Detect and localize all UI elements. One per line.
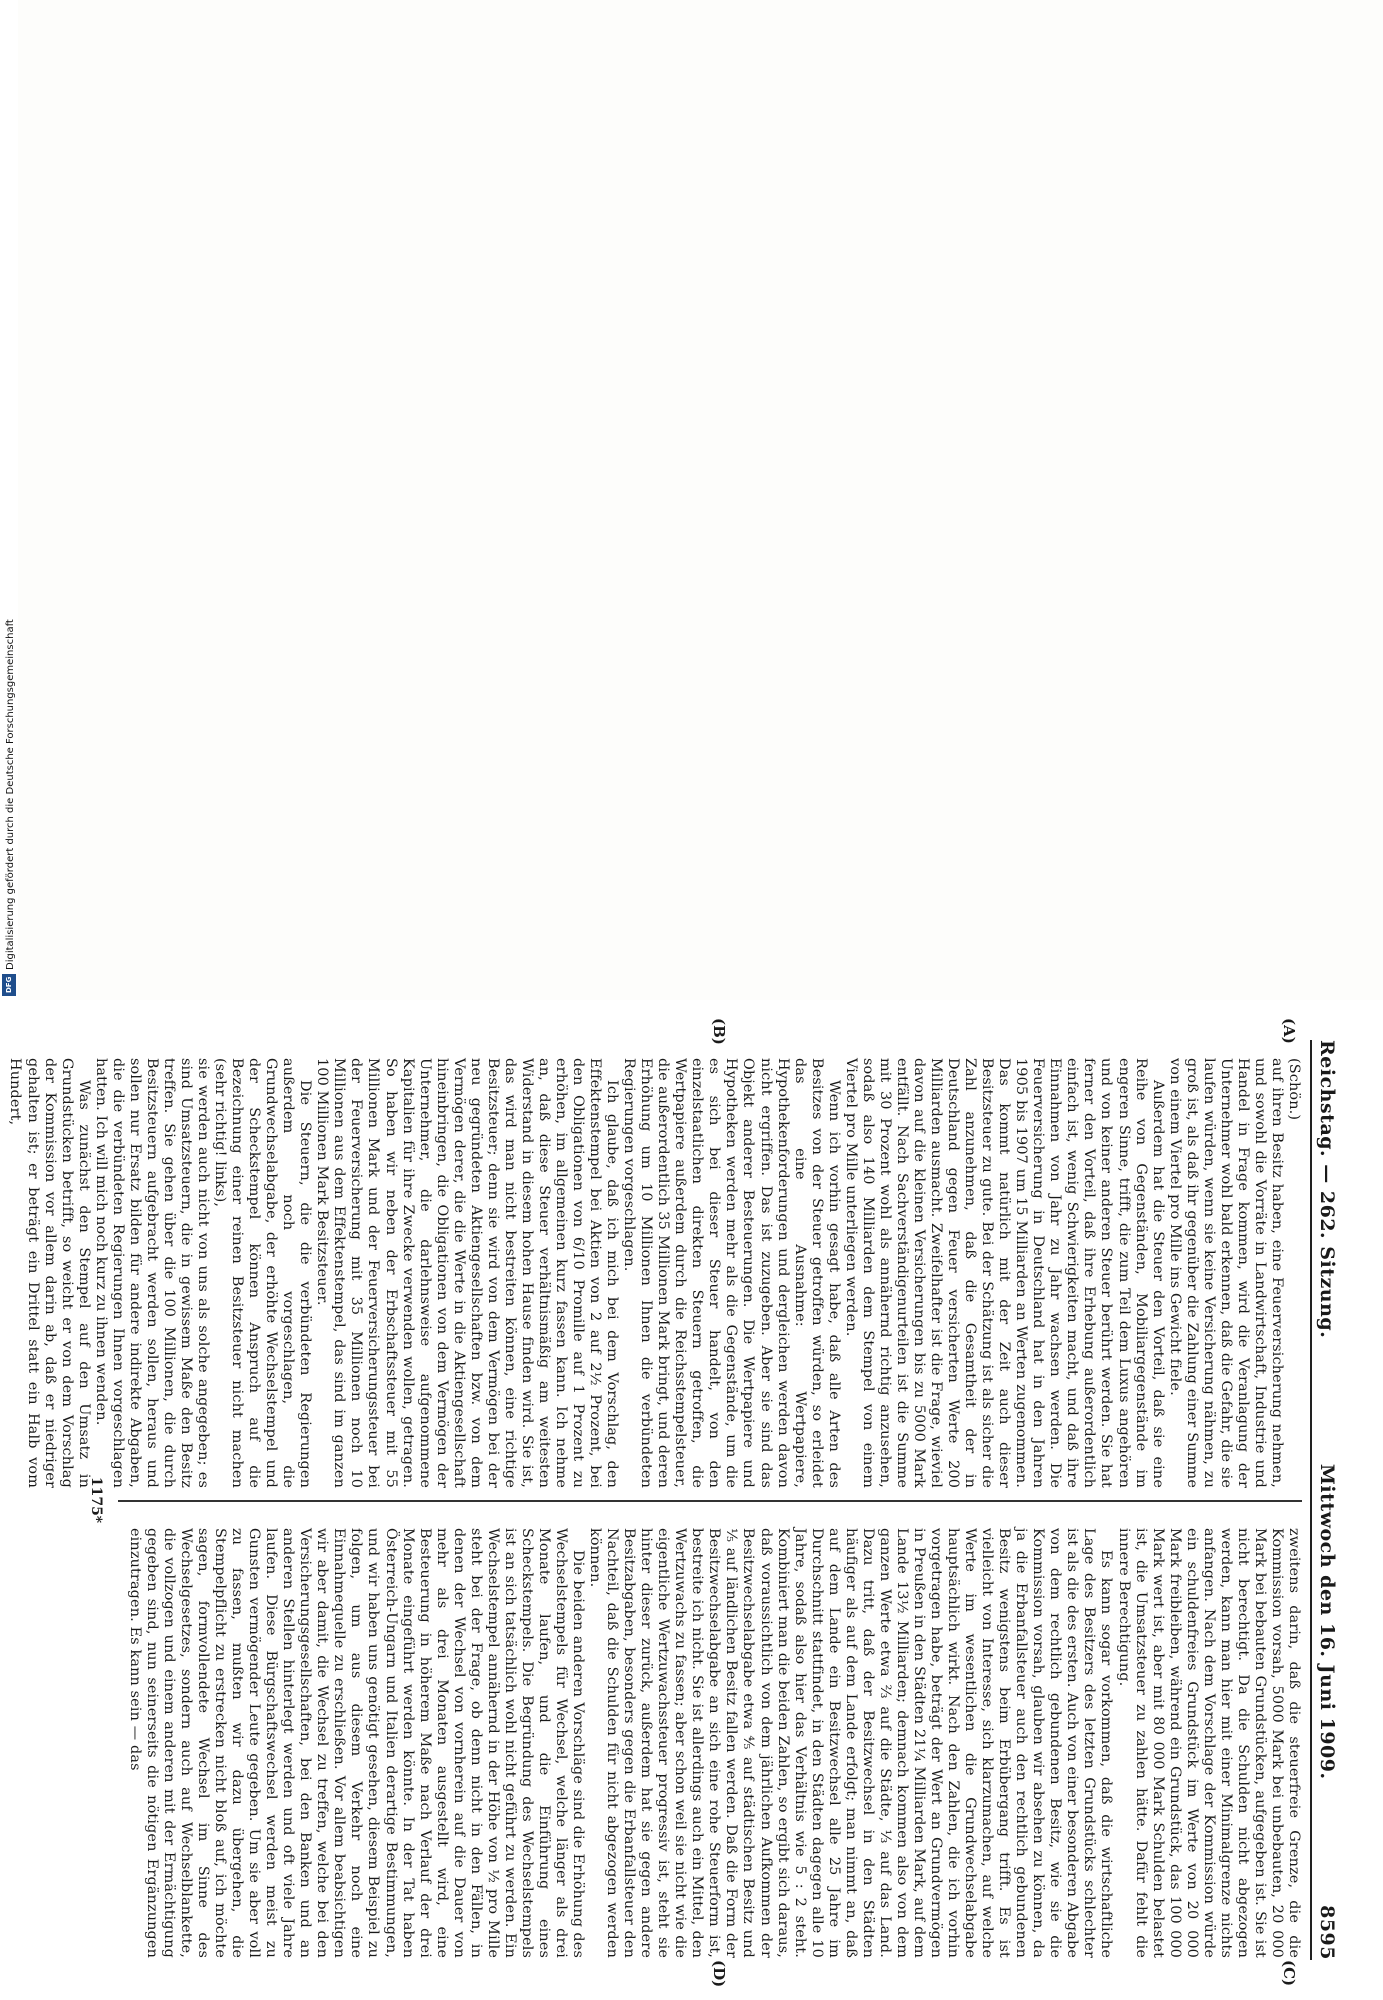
paragraph: Es kann sogar vorkommen, daß die wirtschaftliche Lage des Besitzers des letzten Grundstücks schlechter ist als die des ersten. Auch von einer besonderen Abgabe von dem rechtlich gebundenen Besitz, wie sie die Kommission vorsah, glauben wir absehen zu können, da ja die Erbanfallsteuer auch den rechtlich gebundenen Besitz wenigstens beim Erbübergang trifft. Es ist vielleicht von Interesse, sich klarzumachen, auf welche Werte im wesentlichen die Grundwechselabgabe hauptsächlich wirkt. Nach den Zahlen, die ich vorhin vorgetragen habe, beträgt der Wert an Grundvermögen in Preußen in den Städten 21¼ Milliarden Mark, auf dem Lande 13½ Milliarden; demnach kommen also von dem ganzen Werte etwa ⅔ auf die Städte, ⅓ auf das Land. Dazu tritt, daß der Besitzwechsel in den Städten häufiger als auf dem Lande erfolgt; man nimmt an, daß auf dem Lande ein Besitzwechsel alle 25 Jahre im Durchschnitt stattfindet, in den Städten dagegen alle 10 Jahre, sodaß also hier das Verhältnis wie 5 : 2 steht. Kombiniert man die beiden Zahlen, so ergibt sich daraus, daß voraussichtlich von dem jährlichen Aufkommen der Besitzwechselabgabe etwa ⅘ auf städtischen Besitz und ⅕ auf ländlichen Besitz fallen werden. Daß die Form der Besitzwechselabgabe an sich eine rohe Steuerform ist, bestreite ich nicht. Sie ist allerdings auch ein Mittel, den Wertzuwachs zu fassen; aber schon weil sie nicht wie die eigentliche Wertzuwachssteuer progressiv ist, steht sie hinter dieser zurück, außerdem hat sie gegen andere Besitzabgaben, besonders gegen die Erbanfallsteuer den Nachteil, daß die Schulden für nicht abgezogen werden können. [587, 1528, 1115, 1958]
paragraph: Die Steuern, die die verbündeten Regierungen außerdem noch vorgeschlagen, die Grundwechselabgabe, der erhöhte Wechselstempel und der Scheckstempel können Anspruch auf die Bezeichnung einer reinen Besitzsteuer nicht machen (sehr richtig! links), [212, 1058, 314, 1488]
footer-number: 1175* [88, 1476, 104, 1524]
margin-letter-d: (D) [710, 1960, 728, 1988]
text-column-left [7, 1058, 1302, 1488]
paragraph: Was zunächst den Stempel auf den Umsatz in Grundstücken betrifft, so weicht er von dem Vorschlag der Kommission vor allem darin ab, daß er niedriger gehalten ist; er beträgt ein Drittel statt ein Halb vom Hundert, [7, 1058, 92, 1488]
margin-letter-a: (A) [1280, 1018, 1298, 1044]
paragraph: Wenn ich vorhin gesagt habe, daß alle Arten des Besitzes von der Steuer getroffen würden, so erleidet das eine Ausnahme: Wertpapiere, Hypothekenforderungen und dergleichen werden davon nicht ergriffen. Das ist zuzugeben. Aber sie sind das Objekt anderer Besteuerungen. Die Wertpapiere und Hypotheken werden mehr als die Gegenstände, um die es sich bei dieser Steuer handelt, von den einzelstaatlichen direkten Steuern getroffen, die Wertpapiere außerdem durch die Reichsstempelsteuer, die außerordentlich 35 Millionen Mark bringt, und deren Erhöhung um 10 Millionen Ihnen die verbündeten Regierungen vorgeschlagen. [621, 1058, 842, 1488]
running-head-right: Mittwoch den 16. Juni 1909. [1316, 1463, 1338, 1780]
text-column-right [120, 1528, 1302, 1958]
page-number: 8595 [1316, 1905, 1338, 1960]
margin-letter-c: (C) [1280, 1960, 1298, 1987]
paragraph: Die beiden anderen Vorschläge sind die Erhöhung des Wechselstempels für Wechsel, welche länger als drei Monate laufen, und die Einführung eines Scheckstempels. Die Begründung des Wechselstempels ist an sich tatsächlich wohl nicht geführt zu werden. Ein Wechselstempel annähernd in der Höhe von ½ pro Mille steht bei der Frage, ob denn nicht in den Fällen, in denen der Wechsel von vornherein auf die Dauer von mehr als drei Monaten ausgestellt wird, eine Besteuerung in höherem Maße nach Verlauf der drei Monate eingeführt werden könnte. In der Tat haben Österreich-Ungarn und Italien derartige Bestimmungen, und wir haben uns genötigt gesehen, diesem Beispiel zu folgen, um aus diesem Verkehr noch eine Einnahmequelle zu erschließen. Vor allem beabsichtigen wir aber damit, die Wechsel zu treffen, welche bei den Versicherungsgesellschaften, bei den Banken und an anderen Stellen hinterlegt werden und oft viele Jahre laufen. Diese Bürgschaftswechsel werden meist zu Gunsten vermögender Leute gegeben. Um sie aber voll zu fassen, mußten wir dazu übergehen, die Stempelpflicht zu erstrecken nicht bloß auf, ich möchte sagen, formvollendete Wechsel im Sinne des Wechselgesetzes, sondern auch auf Wechselblankette, die vollzogen und einem anderen mit der Ermächtigung gegeben sind, nun seinerseits die nötigen Ergänzungen einzutragen. Es kann sein — das [126, 1528, 587, 1958]
paragraph: (Schön.) [1286, 1058, 1302, 1121]
column-divider [118, 1500, 1302, 1502]
digitization-credit-bar [0, 0, 18, 1000]
page-rotated [7, 1000, 1348, 2000]
paragraph: Ich glaube, daß ich mich bei dem Vorschlag, den Effektenstempel bei Aktien von 2 auf 2½ Prozent, bei den Obligationen von 6/10 Promille auf 1 Prozent zu erhöhen, im allgemeinen kurz fassen kann. Ich nehme an, daß diese Steuer verhältnismäßig am weitesten Widerstand in diesem hohen Hause finden wird. Sie ist, das wird man nicht bestreiten können, eine richtige Besitzsteuer; denn sie wird von dem Vermögen bei der neu gegründeten Aktiengesellschaften bzw. von dem Vermögen derer, die die Werte in die Aktiengesellschaft hineinbringen, die Obligationen von dem Vermögen der Unternehmer, die darlehnsweise aufgenommene Kapitalien für ihre Zwecke verwenden wollen, getragen. So haben wir neben der Erbschaftssteuer mit 55 Millionen Mark und der Feuerversicherungssteuer bei der Feuerversicherung mit 35 Millionen noch 10 Millionen aus dem Effektenstempel, das sind im ganzen 100 Millionen Mark Besitzsteuer. [314, 1058, 621, 1488]
paragraph: Außerdem hat die Steuer den Vorteil, daß sie eine Reihe von Gegenständen, Mobiliargegenstände im engeren Sinne, trifft, die zum Teil dem Luxus angehören und von keiner anderen Steuer berührt werden. Sie hat ferner den Vorteil, daß ihre Erhebung außerordentlich einfach ist, wenig Schwierigkeiten macht, und daß ihre Einnahmen von Jahr zu Jahr wachsen werden. Die Feuerversicherung in Deutschland hat in den Jahren 1905 bis 1907 um 15 Milliarden an Werten zugenommen. Das kommt natürlich mit der Zeit auch dieser Besitzsteuer zu gute. Bei der Schätzung ist als sicher die Zahl anzunehmen, daß die Gesamtheit der in Deutschland gegen Feuer versicherten Werte 200 Milliarden ausmacht. Zweifelhafter ist die Frage, wieviel davon auf die kleinen Versicherungen bis zu 5000 Mark entfällt. Nach Sachverständigenurteilen ist die Summe mit 30 Prozent wohl als annähernd richtig anzusehen, sodaß also 140 Milliarden dem Stempel von einem Viertel pro Mille unterliegen werden. [842, 1058, 1166, 1488]
margin-letter-b: (B) [710, 1018, 728, 1045]
running-head-left: Reichstag. — 262. Sitzung. [1316, 1040, 1338, 1339]
digitization-credit-text: Digitalisierung gefördert durch die Deutsche Forschungsgemeinschaft [5, 619, 16, 970]
paragraph: auf ihren Besitz haben, eine Feuerversicherung nehmen, und sowohl die Vorräte in Landwirtschaft, Industrie und Handel in Frage kommen, wird die Veranlagung der Unternehmer wohl bald erkennen, daß die Gefahr, die sie laufen würden, wenn sie keine Versicherung nähmen, zu groß ist, als daß ihr gegenüber die Zahlung einer Summe von einem Viertel pro Mille ins Gewicht fiele. [1166, 1058, 1285, 1488]
paragraph: sie werden auch nicht von uns als solche angegeben; es sind Umsatzsteuern, die in gewissem Maße den Besitz treffen. Sie gehen über die 100 Millionen, die durch Besitzsteuern aufgebracht werden sollen, heraus und sollen nur Ersatz bilden für andere indirekte Abgaben, die die verbündeten Regierungen Ihnen vorgeschlagen hatten. Ich will mich noch kurz zu ihnen wenden. [92, 1058, 211, 1488]
dfg-logo: DFG [2, 974, 16, 996]
paragraph: zweitens darin, daß die steuerfreie Grenze, die die Kommission vorsah, 5000 Mark bei unbebauten, 20 000 Mark bei bebauten Grundstücken, aufgegeben ist. Sie ist nicht berechtigt. Da die Schulden nicht abgezogen werden, kann man hier mit einer Minimalgrenze nichts anfangen. Nach dem Vorschlage der Kommission würde ein schuldenfreies Grundstück im Werte von 20 000 Mark freibleiben, während ein Grundstück, das 100 000 Mark wert ist, aber mit 80 000 Mark Schulden belastet ist, die Umsatzsteuer zu zahlen hätte. Dafür fehlt die innere Berechtigung. [1115, 1528, 1302, 1958]
header-rule [1310, 1040, 1312, 1960]
running-head [1314, 1040, 1340, 1960]
